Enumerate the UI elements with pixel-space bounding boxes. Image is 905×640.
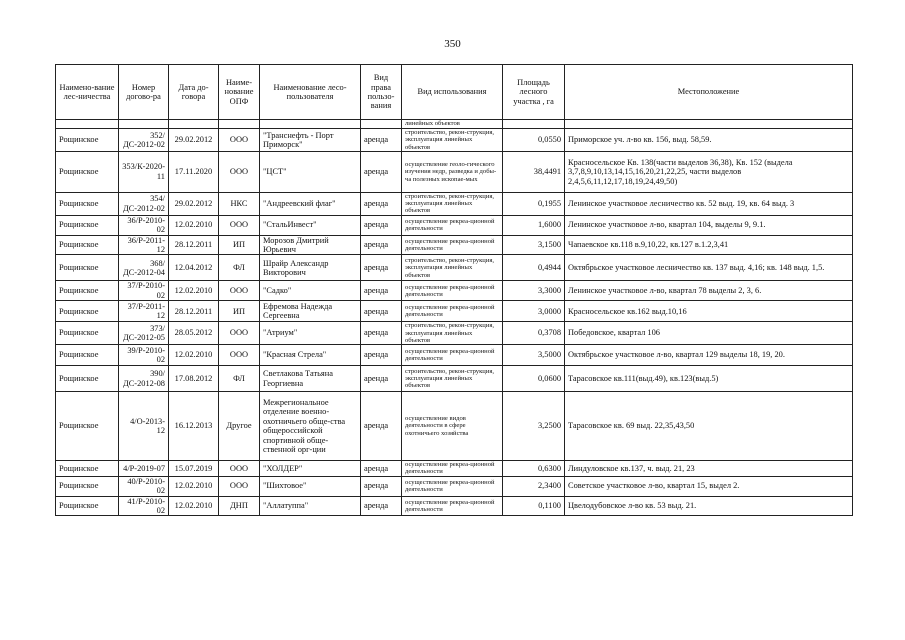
cell-date: 29.02.2012	[169, 129, 219, 152]
cell-use: строительство, рекон-струкция, эксплуатация линейных объектов	[402, 255, 503, 281]
cell-forestry: Рощинское	[56, 322, 119, 345]
cell-contract-no: 37/Р-2011-12	[119, 301, 169, 322]
cell-contract-no: 4/О-2013-12	[119, 392, 169, 461]
cell-type: ООО	[219, 476, 260, 496]
cell-user: Светлакова Татьяна Георгиевна	[260, 366, 361, 392]
cell-date: 29.02.2012	[169, 192, 219, 215]
cell-date: 12.02.2010	[169, 281, 219, 301]
cell-use: осуществление рекреа-ционной деятельности	[402, 301, 503, 322]
cell-user: "Шихтовое"	[260, 476, 361, 496]
continuation-row	[56, 120, 853, 129]
cell-user: "СтальИнвест"	[260, 215, 361, 235]
table-row	[56, 461, 853, 477]
cell-area: 38,4491	[503, 151, 565, 192]
cell-contract-no: 368/ДС-2012-04	[119, 255, 169, 281]
cell-forestry: Рощинское	[56, 366, 119, 392]
cell-area: 0,1955	[503, 192, 565, 215]
cell-location: Октябрьское участковое лесничество кв. 137 выд. 4,16; кв. 148 выд. 1,5.	[565, 255, 853, 281]
cell-location: Ленинское участковое л-во, квартал 104, выделы 9, 9.1.	[565, 215, 853, 235]
cell-area: 0,3708	[503, 322, 565, 345]
cell-forestry: Рощинское	[56, 192, 119, 215]
cell-type: ООО	[219, 281, 260, 301]
cell-area: 1,6000	[503, 215, 565, 235]
cell-user: Шрайр Александр Викторович	[260, 255, 361, 281]
cell-location: Тарасовское кв. 69 выд. 22,35,43,50	[565, 392, 853, 461]
cell-right: аренда	[361, 301, 402, 322]
cell-date: 12.04.2012	[169, 255, 219, 281]
cell-date: 15.07.2019	[169, 461, 219, 477]
cell-forestry: Рощинское	[56, 215, 119, 235]
cell-right: аренда	[361, 322, 402, 345]
cell-area: 3,0000	[503, 301, 565, 322]
cell-date: 28.12.2011	[169, 301, 219, 322]
table-row	[56, 496, 853, 516]
cell-forestry: Рощинское	[56, 345, 119, 366]
cell-right: аренда	[361, 461, 402, 477]
table-row	[56, 255, 853, 281]
cell-right: аренда	[361, 255, 402, 281]
cell-contract-no: 37/Р-2010-02	[119, 281, 169, 301]
cell-location: Цвелодубовское л-во кв. 53 выд. 21.	[565, 496, 853, 516]
cell-use: осуществление рекреа-ционной деятельности	[402, 461, 503, 477]
cell-area: 2,3400	[503, 476, 565, 496]
cell-right: аренда	[361, 496, 402, 516]
cell-use: осуществление рекреа-ционной деятельности	[402, 345, 503, 366]
cell-location: Ленинское участковое лесничество кв. 52 выд. 19, кв. 64 выд. 3	[565, 192, 853, 215]
cell-location: Чапаевское кв.118 в.9,10,22, кв.127 в.1.2,3,41	[565, 235, 853, 255]
cell-forestry: Рощинское	[56, 151, 119, 192]
cell-type: ФЛ	[219, 255, 260, 281]
cell-date: 16.12.2013	[169, 392, 219, 461]
cell-area: 3,1500	[503, 235, 565, 255]
cell-user: Межрегиональное отделение военно-охотничьего обще-ства общероссийской спортивной обще-ственной орг-ции	[260, 392, 361, 461]
cell-user: "Аллатуппа"	[260, 496, 361, 516]
cell-type: ФЛ	[219, 366, 260, 392]
cell-forestry: Рощинское	[56, 476, 119, 496]
cell-forestry: Рощинское	[56, 301, 119, 322]
cell-right: аренда	[361, 129, 402, 152]
cell-date: 12.02.2010	[169, 476, 219, 496]
cell-forestry: Рощинское	[56, 129, 119, 152]
cell-user: "Андреевский флаг"	[260, 192, 361, 215]
cell-forestry: Рощинское	[56, 392, 119, 461]
cell-type: ООО	[219, 215, 260, 235]
cell-location: Красносельское кв.162 выд.10,16	[565, 301, 853, 322]
cell-type: ООО	[219, 461, 260, 477]
cell-use: строительство, рекон-струкция, эксплуатация линейных объектов	[402, 366, 503, 392]
cell-use: строительство, рекон-струкция, эксплуатация линейных объектов	[402, 322, 503, 345]
cell-type: НКС	[219, 192, 260, 215]
cell-type: ООО	[219, 322, 260, 345]
cell-contract-no: 36/Р-2011-12	[119, 235, 169, 255]
cell-use: осуществление видов деятельности в сфере охотничьего хозяйства	[402, 392, 503, 461]
cell-date: 28.05.2012	[169, 322, 219, 345]
header-location: Местоположение	[565, 65, 853, 120]
header-user: Наименование лесо-пользователя	[260, 65, 361, 120]
cell-user: "Садко"	[260, 281, 361, 301]
cell-area: 0,0550	[503, 129, 565, 152]
cell-use: строительство, рекон-струкция, эксплуатация линейных объектов	[402, 129, 503, 152]
cell-type: Другое	[219, 392, 260, 461]
cell-contract-no: 353/К-2020-11	[119, 151, 169, 192]
cell-right: аренда	[361, 151, 402, 192]
cell-type: ООО	[219, 129, 260, 152]
cell-date: 12.02.2010	[169, 215, 219, 235]
cell-type: ДНП	[219, 496, 260, 516]
cell-location: Победовское, квартал 106	[565, 322, 853, 345]
cell-type: ИП	[219, 301, 260, 322]
cell-type: ИП	[219, 235, 260, 255]
table-row	[56, 235, 853, 255]
header-use: Вид использования	[402, 65, 503, 120]
cell-right: аренда	[361, 281, 402, 301]
cell-use: осуществление геоло-гического изучения недр, разведка и добы-ча полезных ископае-мых	[402, 151, 503, 192]
header-row	[56, 65, 853, 120]
cell-user: "ЦСТ"	[260, 151, 361, 192]
table-row	[56, 392, 853, 461]
cell-location: Приморское уч. л-во кв. 156, выд. 58,59.	[565, 129, 853, 152]
cell-user: Ефремова Надежда Сергеевна	[260, 301, 361, 322]
cell-area: 0,6300	[503, 461, 565, 477]
cell-contract-no: 390/ДС-2012-08	[119, 366, 169, 392]
header-legal-form: Наиме-нование ОПФ	[219, 65, 260, 120]
cell-type: ООО	[219, 151, 260, 192]
table-row	[56, 366, 853, 392]
cell-date: 28.12.2011	[169, 235, 219, 255]
cell-date: 12.02.2010	[169, 345, 219, 366]
cell-area: 0,1100	[503, 496, 565, 516]
cell-area: 3,3000	[503, 281, 565, 301]
cell-contract-no: 36/Р-2010-02	[119, 215, 169, 235]
lease-registry-table	[55, 64, 853, 516]
cell-forestry: Рощинское	[56, 281, 119, 301]
cell-contract-no: 352/ДС-2012-02	[119, 129, 169, 152]
cell-forestry: Рощинское	[56, 235, 119, 255]
cell-right: аренда	[361, 345, 402, 366]
cell-use: строительство, рекон-струкция, эксплуатация линейных объектов	[402, 192, 503, 215]
header-right: Вид права пользо-вания	[361, 65, 402, 120]
cell-forestry: Рощинское	[56, 461, 119, 477]
cell-contract-no: 39/Р-2010-02	[119, 345, 169, 366]
cell-area: 0,4944	[503, 255, 565, 281]
cell-right: аренда	[361, 366, 402, 392]
cell-location: Красносельское Кв. 138(части выделов 36,38), Кв. 152 (выдела 3,7,8,9,10,13,14,15,16,20,21,22,25, части выделов 2,4,5,6,11,12,17,18,19,24,49,50)	[565, 151, 853, 192]
cell-user: "Красная Стрела"	[260, 345, 361, 366]
table-row	[56, 215, 853, 235]
cell-location: Линдуловское кв.137, ч. выд. 21, 23	[565, 461, 853, 477]
cell-date: 12.02.2010	[169, 496, 219, 516]
table-row	[56, 345, 853, 366]
cell-right: аренда	[361, 192, 402, 215]
cell-contract-no: 354/ДС-2012-02	[119, 192, 169, 215]
cell-contract-no: 4/Р-2019-07	[119, 461, 169, 477]
header-area: Площадь лесного участка , га	[503, 65, 565, 120]
cell-right: аренда	[361, 215, 402, 235]
cell-right: аренда	[361, 392, 402, 461]
cell-area: 3,2500	[503, 392, 565, 461]
table-row	[56, 129, 853, 152]
header-forestry: Наимено-вание лес-ничества	[56, 65, 119, 120]
table-row	[56, 151, 853, 192]
page-number: 350	[444, 38, 461, 50]
cell-location: Советское участковое л-во, квартал 15, выдел 2.	[565, 476, 853, 496]
cell-use: осуществление рекреа-ционной деятельности	[402, 235, 503, 255]
cell-location: Ленинское участковое л-во, квартал 78 выделы 2, 3, 6.	[565, 281, 853, 301]
cell-user: "ХОЛДЕР"	[260, 461, 361, 477]
cell-type: ООО	[219, 345, 260, 366]
cell-use: осуществление рекреа-ционной деятельности	[402, 476, 503, 496]
cell-forestry: Рощинское	[56, 255, 119, 281]
cell-user: "Транснефть - Порт Приморск"	[260, 129, 361, 152]
cell-area: 0,0600	[503, 366, 565, 392]
cell-date: 17.08.2012	[169, 366, 219, 392]
cell-location: Октябрьское участковое л-во, квартал 129 выделы 18, 19, 20.	[565, 345, 853, 366]
cell-contract-no: 40/Р-2010-02	[119, 476, 169, 496]
cell-user: Морозов Дмитрий Юрьевич	[260, 235, 361, 255]
cell-right: аренда	[361, 476, 402, 496]
cell-location: Тарасовское кв.111(выд.49), кв.123(выд.5)	[565, 366, 853, 392]
cell-use: осуществление рекреа-ционной деятельности	[402, 496, 503, 516]
table-row	[56, 301, 853, 322]
cell-use: линейных объектов	[402, 120, 503, 129]
cell-forestry: Рощинское	[56, 496, 119, 516]
table-row	[56, 281, 853, 301]
cell-use: осуществление рекреа-ционной деятельности	[402, 281, 503, 301]
cell-contract-no: 41/Р-2010-02	[119, 496, 169, 516]
table-row	[56, 322, 853, 345]
cell-right: аренда	[361, 235, 402, 255]
table-row	[56, 476, 853, 496]
table-row	[56, 192, 853, 215]
cell-date: 17.11.2020	[169, 151, 219, 192]
cell-use: осуществление рекреа-ционной деятельности	[402, 215, 503, 235]
header-contract-no: Номер догово-ра	[119, 65, 169, 120]
cell-user: "Атриум"	[260, 322, 361, 345]
cell-area: 3,5000	[503, 345, 565, 366]
header-contract-date: Дата до-говора	[169, 65, 219, 120]
cell-contract-no: 373/ДС-2012-05	[119, 322, 169, 345]
